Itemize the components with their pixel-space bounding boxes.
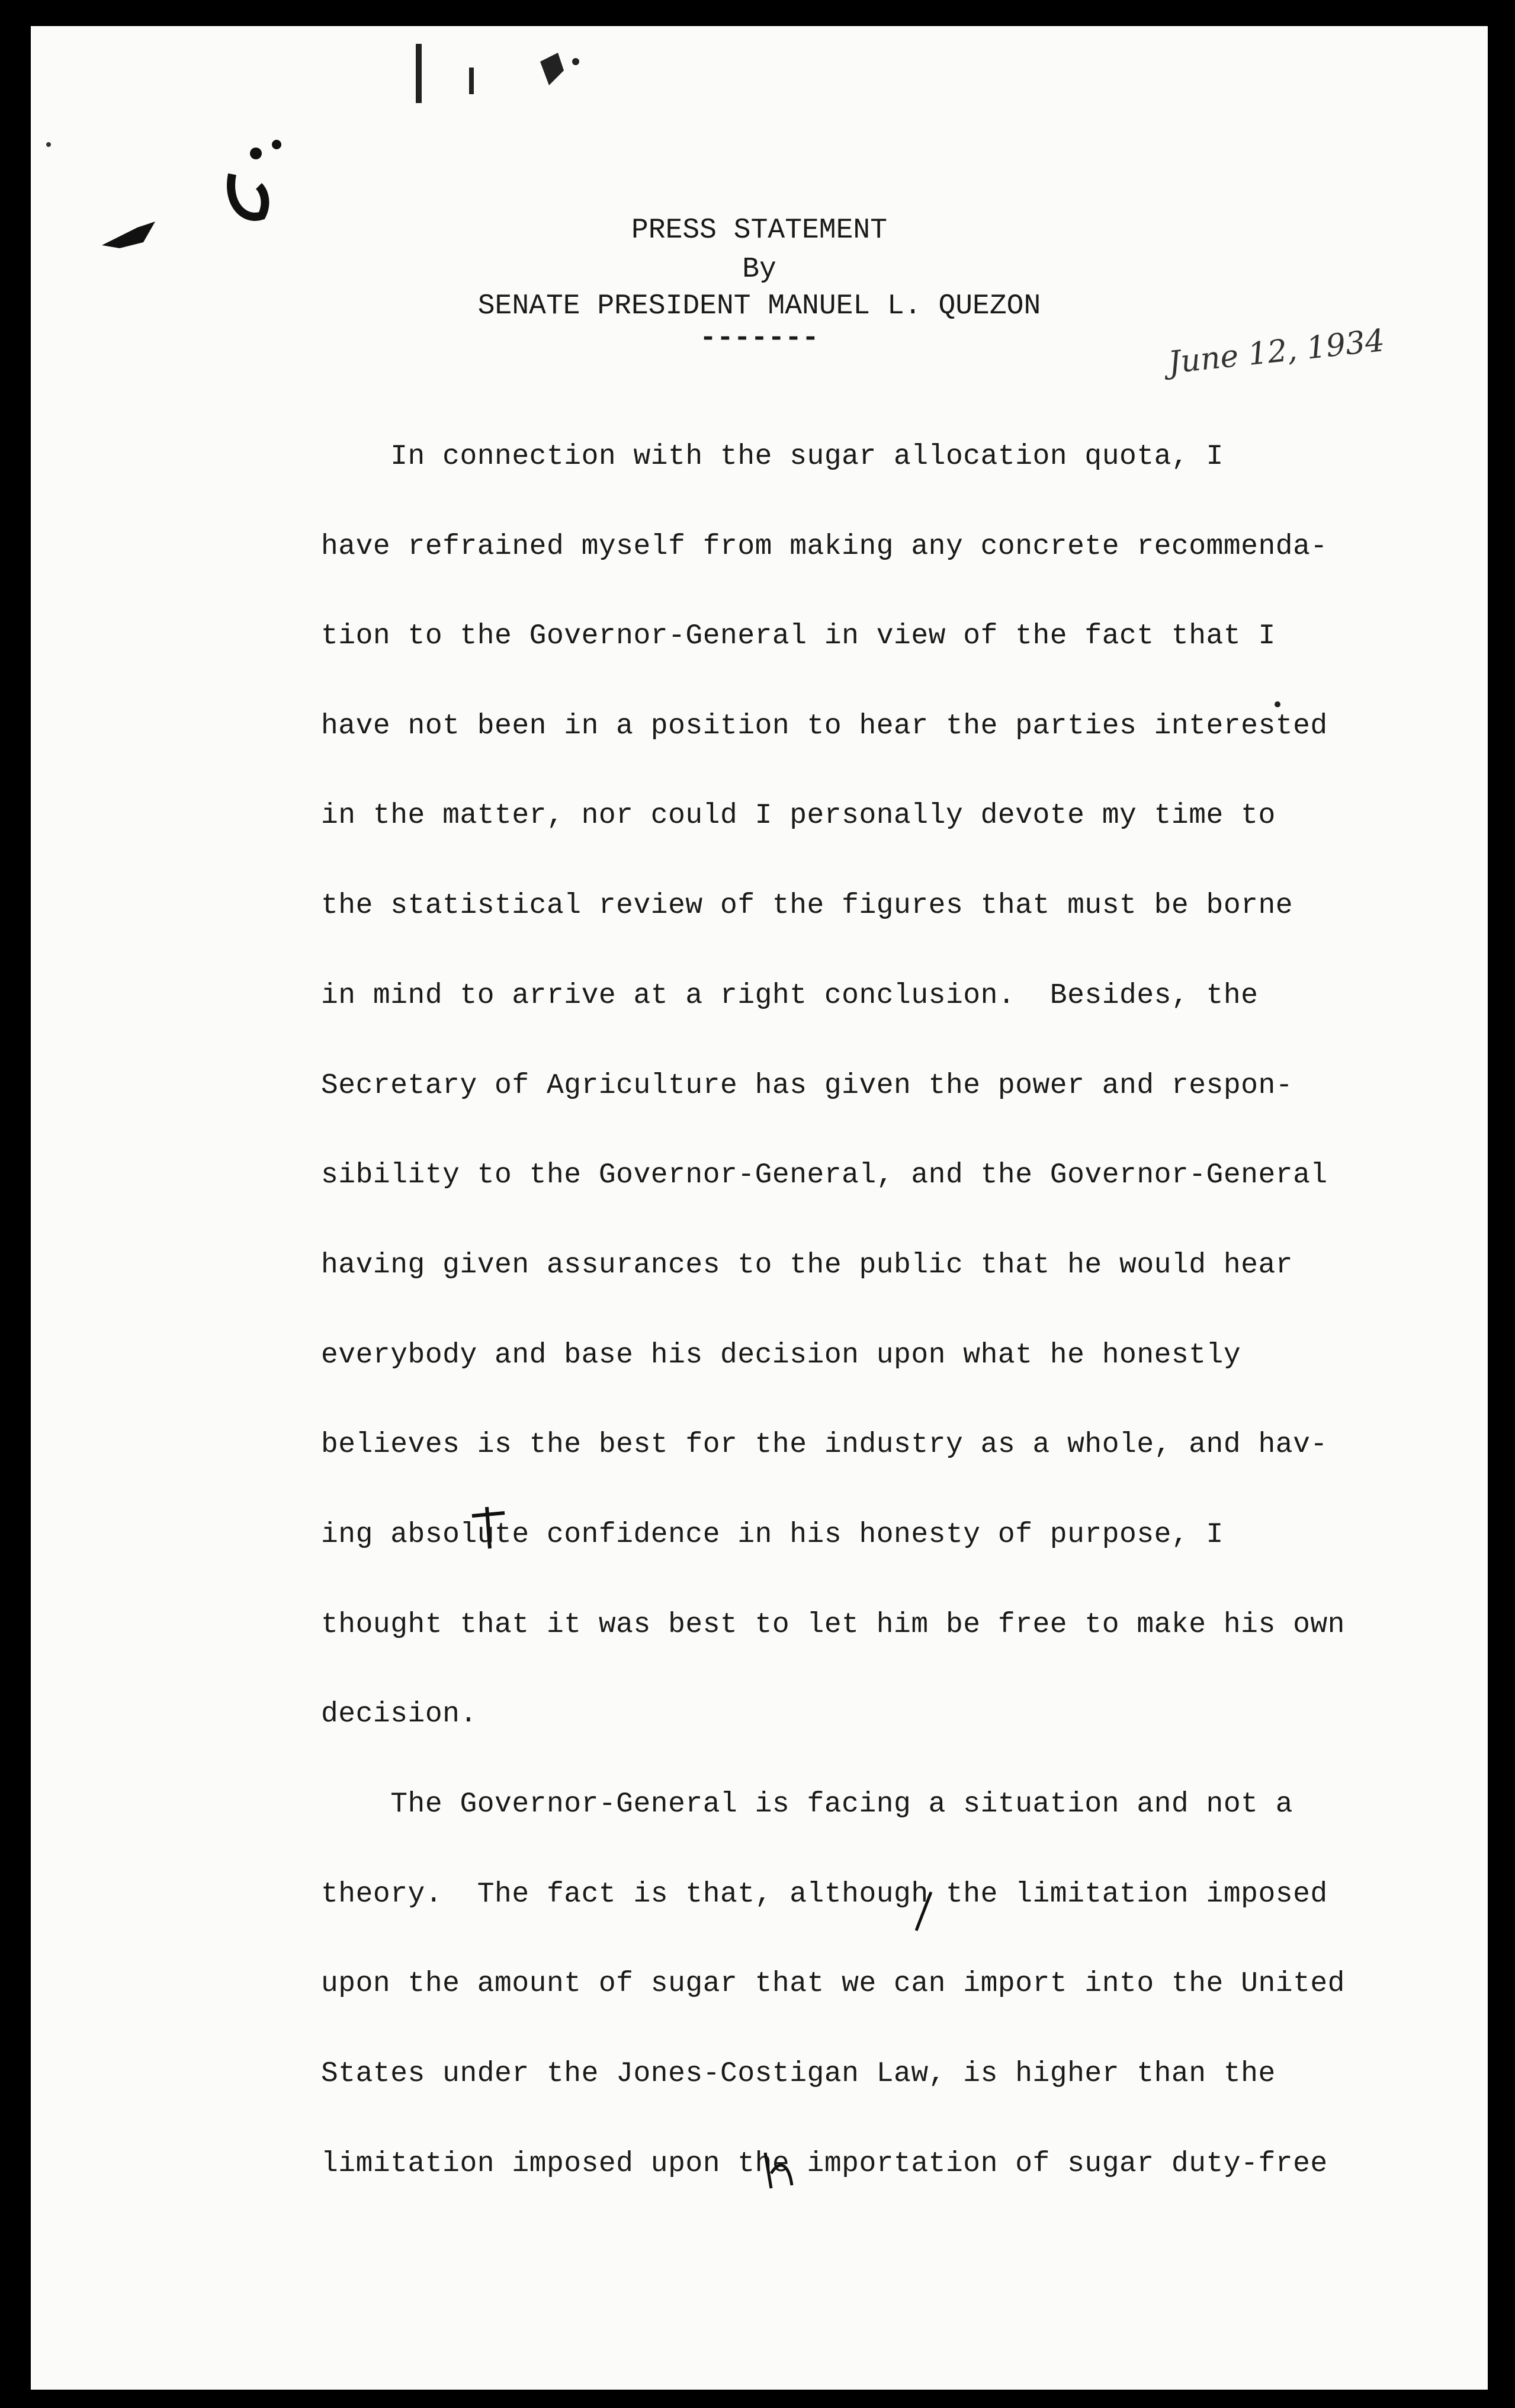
body-line: in the matter, nor could I personally devote my time to bbox=[321, 800, 1276, 832]
document-page bbox=[31, 26, 1488, 2390]
title-rule: ------- bbox=[699, 322, 819, 354]
body-line: ing absolute confidence in his honesty of purpose, I bbox=[321, 1519, 1224, 1551]
handwritten-date: June 12, 1934 bbox=[1166, 322, 1386, 381]
body-line: theory. The fact is that, although the limitation imposed bbox=[321, 1878, 1328, 1910]
body-line: limitation imposed upon the importation of sugar duty-free bbox=[321, 2148, 1328, 2180]
body-line: States under the Jones-Costigan Law, is higher than the bbox=[321, 2058, 1276, 2090]
body-line: have refrained myself from making any concrete recommenda- bbox=[321, 531, 1328, 563]
correction-mark-slash bbox=[916, 1892, 931, 1931]
body-line: have not been in a position to hear the parties interested bbox=[321, 710, 1328, 742]
body-line: Secretary of Agriculture has given the power and respon- bbox=[321, 1070, 1293, 1102]
body-line: In connection with the sugar allocation quota, I bbox=[321, 441, 1224, 473]
body-line: in mind to arrive at a right conclusion. Besides, the bbox=[321, 980, 1259, 1012]
body-line: tion to the Governor-General in view of the fact that I bbox=[321, 620, 1276, 652]
body-line: the statistical review of the figures that must be borne bbox=[321, 890, 1293, 922]
body-line: upon the amount of sugar that we can import into the United bbox=[321, 1968, 1345, 2000]
statement-title: PRESS STATEMENT bbox=[631, 214, 888, 246]
statement-author: SENATE PRESIDENT MANUEL L. QUEZON bbox=[477, 290, 1041, 322]
body-line: The Governor-General is facing a situation and not a bbox=[321, 1788, 1293, 1820]
correction-mark-t bbox=[472, 1507, 505, 1548]
body-line: believes is the best for the industry as a whole, and hav- bbox=[321, 1429, 1328, 1461]
body-line: having given assurances to the public that he would hear bbox=[321, 1249, 1293, 1281]
body-line: decision. bbox=[321, 1698, 477, 1730]
stray-dot bbox=[1275, 701, 1280, 707]
handwritten-corrections bbox=[31, 26, 1488, 2390]
correction-mark-h bbox=[765, 2153, 792, 2188]
statement-by: By bbox=[742, 254, 776, 286]
body-line: thought that it was best to let him be free to make his own bbox=[321, 1609, 1345, 1641]
body-line: everybody and base his decision upon what he honestly bbox=[321, 1339, 1241, 1371]
body-line: sibility to the Governor-General, and the Governor-General bbox=[321, 1159, 1328, 1191]
